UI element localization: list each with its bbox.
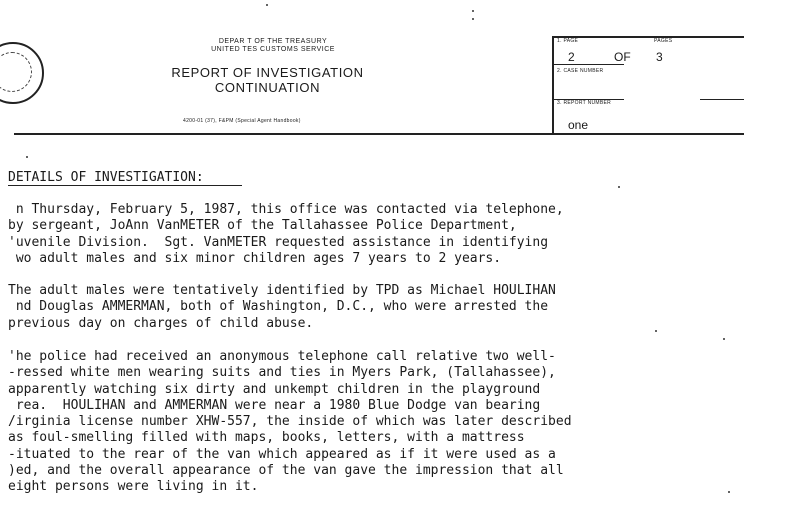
header-bottom-rule bbox=[14, 133, 744, 135]
total-pages: 3 bbox=[656, 50, 663, 64]
page-label: 1. PAGE bbox=[557, 38, 579, 44]
scan-speck bbox=[266, 4, 268, 6]
section-heading-underline bbox=[8, 185, 242, 186]
scan-speck bbox=[723, 338, 725, 340]
form-note: 4200-01 (37), F&PM (Special Agent Handbook) bbox=[183, 118, 301, 124]
case-number-label: 2. CASE NUMBER bbox=[557, 68, 604, 74]
scan-speck bbox=[472, 18, 474, 20]
department-line-2: UNITED TES CUSTOMS SERVICE bbox=[211, 46, 335, 53]
section-heading: DETAILS OF INVESTIGATION: bbox=[8, 170, 204, 185]
paragraph-2: The adult males were tentatively identified by TPD as Michael HOULIHAN nd Douglas AMMERMAN, both of Washington, D.C., who were arrested the previous day on charges of child abuse. bbox=[8, 283, 556, 331]
scan-speck bbox=[472, 10, 474, 12]
of-text: OF bbox=[614, 50, 631, 64]
report-number-value: one bbox=[568, 118, 589, 132]
form-box-top-border bbox=[552, 36, 744, 38]
paragraph-1: n Thursday, February 5, 1987, this office was contacted via telephone, by sergeant, JoAnn VanMETER of the Tallahassee Police Department, 'uvenile Division. Sgt. VanMETER requested assistance in identifying wo adult males and six minor children ages 7 years to 2 years. bbox=[8, 202, 564, 266]
paragraph-3: 'he police had received an anonymous telephone call relative two well- -ressed white men wearing suits and ties in Myers Park, (Tallahassee), apparently watching six dirty and unkempt children in the playground rea. HOULIHAN and AMMERMAN were near a 1980 Blue Dodge van bearing /irginia license number XHW-557, the inside of which was later described as foul-smelling filled with maps, books, letters, with a mattress -ituated to the rear of the van which appeared as if it were used as a )ed, and the overall appearance of the van gave the impression that all eight persons were living in it. bbox=[8, 349, 572, 495]
report-subtitle: CONTINUATION bbox=[214, 80, 321, 95]
form-box-left-border bbox=[552, 36, 554, 135]
scan-speck bbox=[26, 156, 28, 158]
scan-speck bbox=[655, 330, 657, 332]
form-box-divider-case bbox=[552, 64, 624, 65]
form-box-divider-report-right bbox=[700, 99, 744, 100]
scan-speck bbox=[618, 186, 620, 188]
scan-speck bbox=[728, 491, 730, 493]
report-title: REPORT OF INVESTIGATION bbox=[171, 65, 364, 80]
pages-label: PAGES bbox=[654, 38, 673, 44]
department-line-1: DEPAR T OF THE TREASURY bbox=[218, 38, 328, 45]
treasury-seal-icon bbox=[0, 42, 44, 104]
page-number: 2 bbox=[568, 50, 575, 64]
report-number-label: 3. REPORT NUMBER bbox=[557, 100, 612, 106]
